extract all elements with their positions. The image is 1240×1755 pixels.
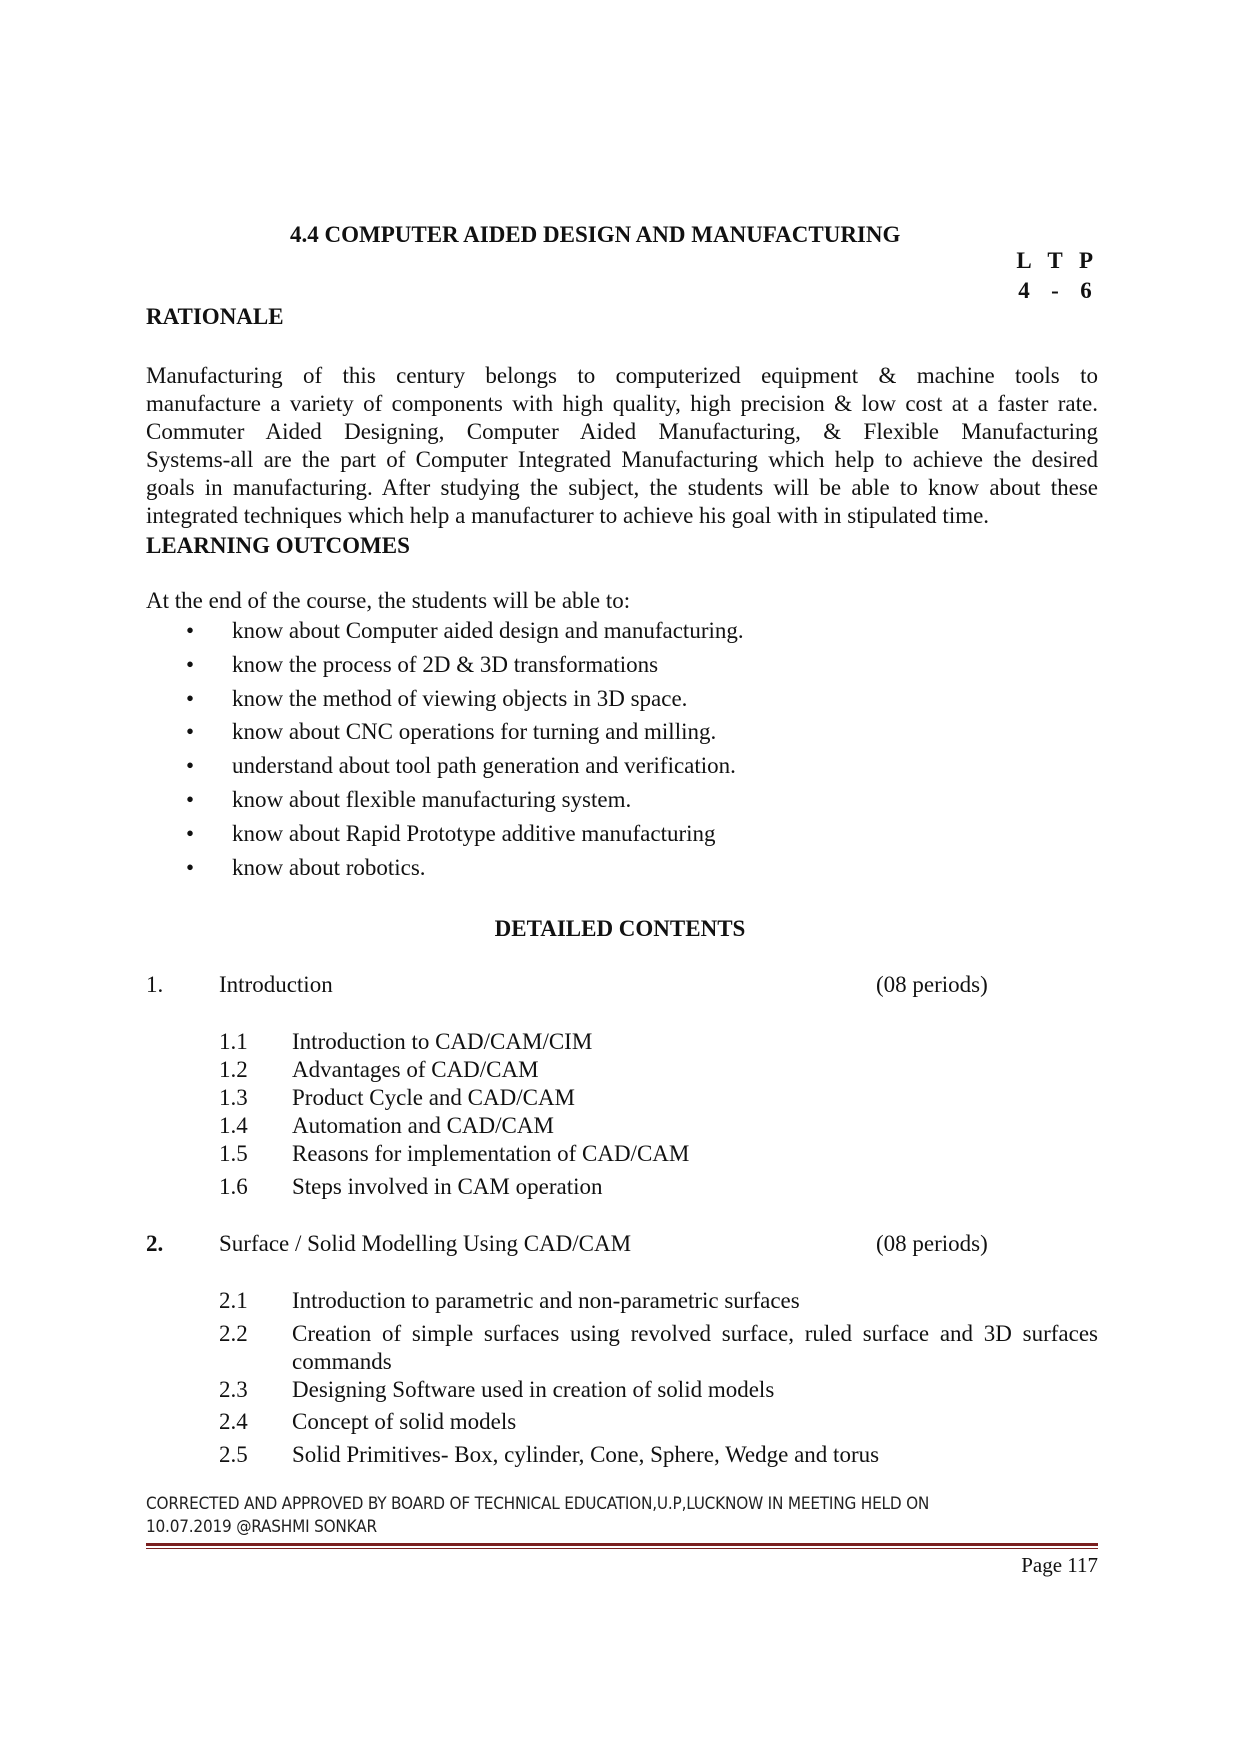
topic-text: Product Cycle and CAD/CAM xyxy=(292,1085,576,1110)
ltp-value-p: 6 xyxy=(1080,278,1092,303)
rationale-paragraph xyxy=(146,362,1098,530)
course-title: 4.4 COMPUTER AIDED DESIGN AND MANUFACTURING xyxy=(290,222,901,247)
outcome-text: know about CNC operations for turning and milling. xyxy=(232,719,717,745)
outcome-text: know about robotics. xyxy=(232,854,426,880)
ltp-value-t: - xyxy=(1051,278,1059,303)
approval-note xyxy=(146,1493,1106,1539)
unit-periods: (08 periods) xyxy=(876,972,988,997)
unit-number: 1. xyxy=(146,972,164,997)
topic-number: 1.4 xyxy=(219,1113,248,1138)
approval-note-line: CORRECTED AND APPROVED BY BOARD OF TECHNICAL EDUCATION,U.P,LUCKNOW IN MEETING HELD ON xyxy=(146,1494,930,1514)
outcome-text: know about flexible manufacturing system. xyxy=(232,786,632,812)
bullet-icon: • xyxy=(186,820,195,846)
list-item xyxy=(146,819,744,853)
topic-text: Automation and CAD/CAM xyxy=(292,1113,554,1138)
list-item xyxy=(146,751,744,785)
topic-text: Designing Software used in creation of solid models xyxy=(292,1377,775,1402)
footer-rule-thin xyxy=(146,1548,1098,1549)
topic-number: 1.3 xyxy=(219,1085,248,1110)
ltp-header-l: L xyxy=(1016,248,1032,273)
bullet-icon: • xyxy=(186,685,195,711)
topic-text-line: Creation of simple surfaces using revolved surface, ruled surface and 3D surfaces xyxy=(292,1321,1098,1346)
unit-periods: (08 periods) xyxy=(876,1231,988,1256)
ltp-header-t: T xyxy=(1047,248,1063,273)
topic-text: Advantages of CAD/CAM xyxy=(292,1057,539,1082)
bullet-icon: • xyxy=(186,786,195,812)
topic-number: 1.5 xyxy=(219,1141,248,1166)
bullet-icon: • xyxy=(186,618,195,643)
rationale-line: Commuter Aided Designing, Computer Aided Manufacturing, & Flexible Manufacturing xyxy=(146,419,1098,444)
rationale-line: manufacture a variety of components with high quality, high precision & low cost at a faster rate. xyxy=(146,391,1098,416)
list-item xyxy=(146,616,744,650)
unit-title: Introduction xyxy=(219,972,333,997)
unit-number: 2. xyxy=(146,1231,164,1256)
rationale-heading: RATIONALE xyxy=(146,304,284,329)
topic-number: 1.2 xyxy=(219,1057,248,1082)
topic-text-line: commands xyxy=(292,1349,392,1374)
bullet-icon: • xyxy=(186,651,195,677)
topic-text: Introduction to CAD/CAM/CIM xyxy=(292,1029,593,1054)
bullet-icon: • xyxy=(186,719,195,745)
list-item xyxy=(146,650,744,684)
rationale-line: Systems-all are the part of Computer Integrated Manufacturing which help to achieve the desired xyxy=(146,447,1098,472)
list-item xyxy=(146,684,744,718)
outcome-text: know the method of viewing objects in 3D space. xyxy=(232,685,688,711)
outcome-text: know the process of 2D & 3D transformations xyxy=(232,651,659,677)
rationale-line: integrated techniques which help a manufacturer to achieve his goal with in stipulated time. xyxy=(146,503,990,528)
page-number: Page 117 xyxy=(1021,1553,1098,1577)
topic-text: Concept of solid models xyxy=(292,1409,517,1434)
unit-title: Surface / Solid Modelling Using CAD/CAM xyxy=(219,1231,632,1256)
bullet-icon: • xyxy=(186,854,195,880)
topic-number: 2.4 xyxy=(219,1409,248,1434)
ltp-values xyxy=(1012,278,1098,304)
topic-text: Steps involved in CAM operation xyxy=(292,1174,603,1199)
approval-note-line: 10.07.2019 @RASHMI SONKAR xyxy=(146,1517,377,1537)
list-item xyxy=(146,785,744,819)
list-item xyxy=(146,717,744,751)
footer-rule-thick xyxy=(146,1543,1098,1546)
topic-number: 2.3 xyxy=(219,1377,248,1402)
ltp-value-l: 4 xyxy=(1018,278,1030,303)
outcomes-heading: LEARNING OUTCOMES xyxy=(146,533,410,558)
list-item xyxy=(146,853,744,887)
topic-text xyxy=(292,1320,1098,1376)
topic-number: 2.1 xyxy=(219,1288,248,1313)
topic-text: Reasons for implementation of CAD/CAM xyxy=(292,1141,690,1166)
topic-text: Solid Primitives- Box, cylinder, Cone, Sphere, Wedge and torus xyxy=(292,1442,880,1467)
outcome-text: understand about tool path generation and verification. xyxy=(232,753,736,779)
ltp-header-p: P xyxy=(1078,248,1094,273)
outcome-text: know about Computer aided design and manufacturing. xyxy=(232,618,744,643)
rationale-line: goals in manufacturing. After studying the subject, the students will be able to know about these xyxy=(146,475,1098,500)
contents-heading: DETAILED CONTENTS xyxy=(494,916,746,941)
topic-text: Introduction to parametric and non-parametric surfaces xyxy=(292,1288,800,1313)
rationale-line: Manufacturing of this century belongs to computerized equipment & machine tools to xyxy=(146,363,1098,388)
topic-number: 1.6 xyxy=(219,1174,248,1199)
topic-number: 2.5 xyxy=(219,1442,248,1467)
topic-number: 2.2 xyxy=(219,1321,248,1346)
topic-number: 1.1 xyxy=(219,1029,248,1054)
outcomes-list xyxy=(146,616,744,886)
outcome-text: know about Rapid Prototype additive manufacturing xyxy=(232,820,716,846)
bullet-icon: • xyxy=(186,753,195,779)
outcomes-intro: At the end of the course, the students will be able to: xyxy=(146,588,631,613)
ltp-header xyxy=(1012,248,1098,274)
